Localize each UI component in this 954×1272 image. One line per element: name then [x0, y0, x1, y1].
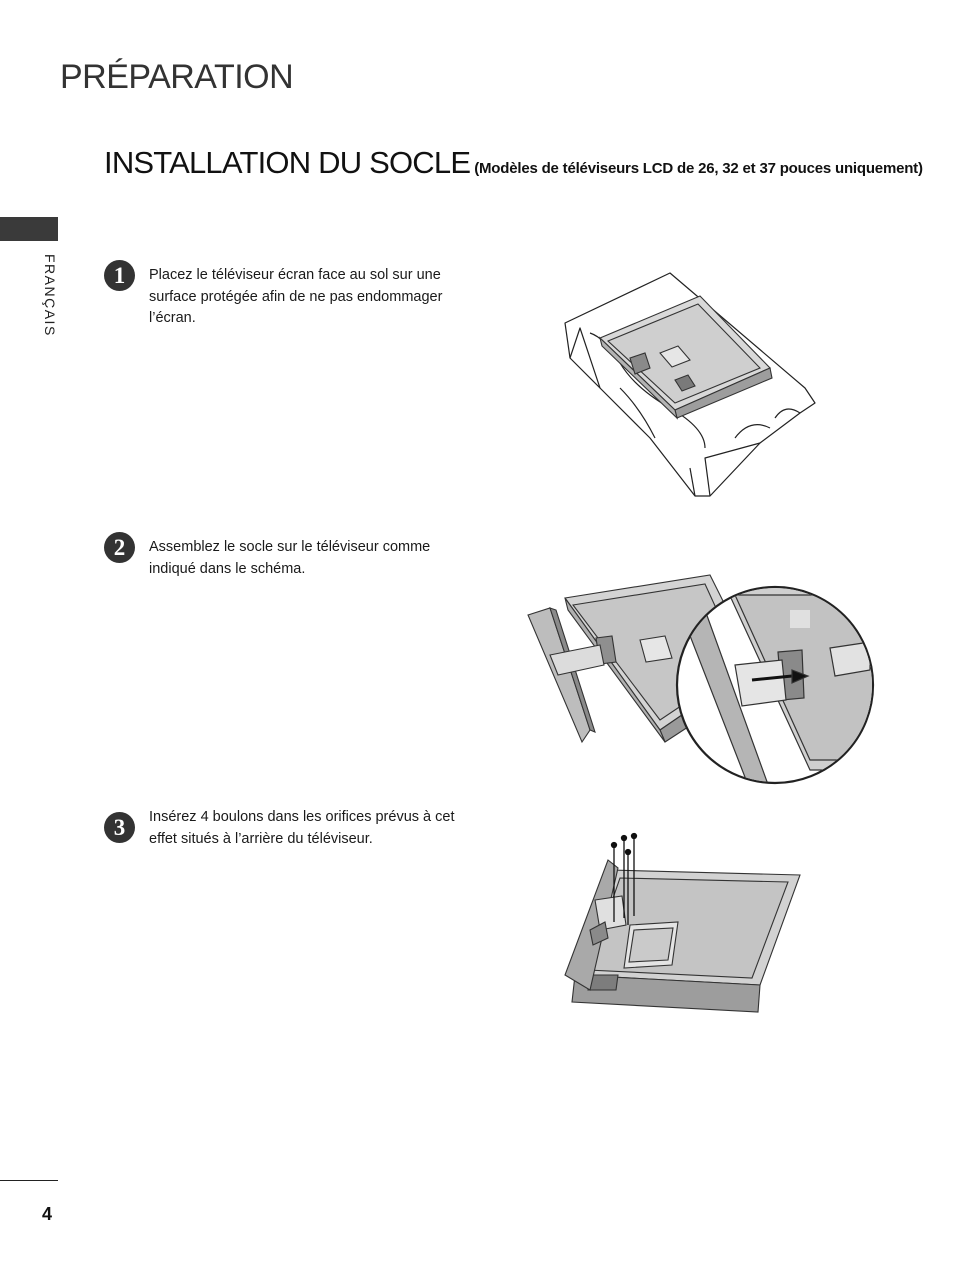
step-1-badge: 1 — [104, 260, 135, 291]
language-tab-label: FRANÇAIS — [42, 254, 58, 337]
footer-rule — [0, 1180, 58, 1181]
step-1-text: Placez le téléviseur écran face au sol sur une surface protégée afin de ne pas endommager l’écran. — [149, 267, 443, 326]
step-1-illustration — [560, 268, 820, 498]
step-2-text: Assemblez le socle sur le téléviseur comme indiqué dans le schéma. — [149, 539, 431, 577]
step-3-text: Insérez 4 boulons dans les orifices prévus à cet effet situés à l’arrière du téléviseur. — [149, 809, 455, 847]
step-3-illustration — [560, 830, 810, 1020]
page-number: 4 — [42, 1204, 53, 1224]
step-2-illustration — [520, 570, 880, 790]
step-3-badge: 3 — [104, 812, 135, 843]
section-subtitle: (Modèles de téléviseurs LCD de 26, 32 et 37 pouces uniquement) — [474, 160, 923, 177]
section-title — [104, 145, 923, 181]
language-tab-bar — [0, 217, 58, 241]
step-2-badge: 2 — [104, 532, 135, 563]
section-title-text: INSTALLATION DU SOCLE — [104, 145, 471, 180]
chapter-title: PRÉPARATION — [60, 58, 294, 96]
zoom-detail-circle — [677, 585, 880, 790]
